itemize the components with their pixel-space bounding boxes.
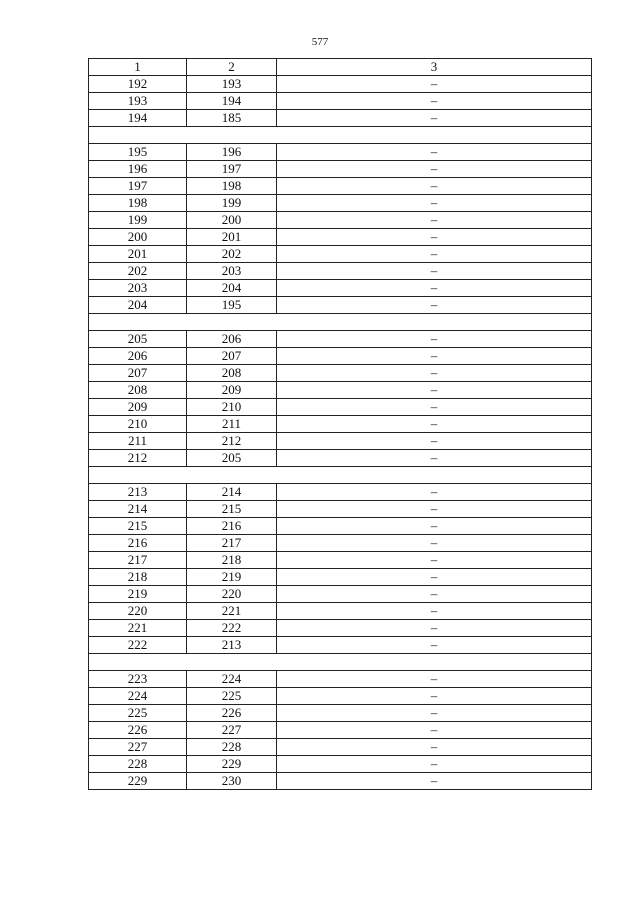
table-cell-col-2: 222: [187, 620, 277, 637]
table-row: [89, 637, 592, 654]
table-row: [89, 484, 592, 501]
table-cell-col-1: 208: [89, 382, 187, 399]
table-cell-col-2: 224: [187, 671, 277, 688]
table-row: [89, 144, 592, 161]
table-cell-col-1: 192: [89, 76, 187, 93]
table-cell-col-3: –: [277, 450, 592, 467]
table-cell-col-3: –: [277, 586, 592, 603]
table-row: [89, 229, 592, 246]
table-cell-col-2: 230: [187, 773, 277, 790]
table-cell-col-2: 196: [187, 144, 277, 161]
table-cell-col-1: 228: [89, 756, 187, 773]
table-cell-col-3: –: [277, 76, 592, 93]
table-cell-col-3: –: [277, 144, 592, 161]
table-row: [89, 433, 592, 450]
table-cell-col-2: 206: [187, 331, 277, 348]
table-cell-col-3: –: [277, 501, 592, 518]
table-cell-col-2: 214: [187, 484, 277, 501]
table-cell-col-1: 224: [89, 688, 187, 705]
table-cell-col-1: 222: [89, 637, 187, 654]
table-cell-col-2: 217: [187, 535, 277, 552]
group-separator-row: [89, 127, 592, 144]
table-cell-col-3: –: [277, 399, 592, 416]
table-cell-col-2: 199: [187, 195, 277, 212]
table-cell-col-3: –: [277, 161, 592, 178]
table-cell-col-2: 213: [187, 637, 277, 654]
table-row: [89, 382, 592, 399]
table-cell-col-3: –: [277, 773, 592, 790]
group-separator-cell: [89, 654, 592, 671]
table-row: [89, 620, 592, 637]
group-separator-row: [89, 654, 592, 671]
table-cell-col-3: –: [277, 603, 592, 620]
table-row: [89, 705, 592, 722]
table-row: [89, 569, 592, 586]
table-cell-col-3: –: [277, 178, 592, 195]
table-cell-col-1: 210: [89, 416, 187, 433]
table-cell-col-3: –: [277, 263, 592, 280]
table-cell-col-2: 204: [187, 280, 277, 297]
table-cell-col-1: 198: [89, 195, 187, 212]
table-cell-col-3: –: [277, 518, 592, 535]
table-cell-col-1: 195: [89, 144, 187, 161]
table-cell-col-3: –: [277, 433, 592, 450]
table-row: [89, 773, 592, 790]
table-cell-col-1: 199: [89, 212, 187, 229]
table-cell-col-3: –: [277, 365, 592, 382]
table-cell-col-2: 216: [187, 518, 277, 535]
table-cell-col-3: –: [277, 195, 592, 212]
header-row: [89, 59, 592, 76]
table-cell-col-2: 226: [187, 705, 277, 722]
table-cell-col-2: 207: [187, 348, 277, 365]
group-separator-cell: [89, 127, 592, 144]
table-row: [89, 671, 592, 688]
table-cell-col-1: 212: [89, 450, 187, 467]
table-cell-col-1: 204: [89, 297, 187, 314]
table-cell-col-1: 193: [89, 93, 187, 110]
page-number: 577: [311, 36, 329, 48]
table-row: [89, 161, 592, 178]
table-cell-col-2: 227: [187, 722, 277, 739]
table-cell-col-3: –: [277, 552, 592, 569]
table-cell-col-3: –: [277, 620, 592, 637]
table-row: [89, 518, 592, 535]
table-cell-col-2: 228: [187, 739, 277, 756]
table-cell-col-2: 229: [187, 756, 277, 773]
table-row: [89, 552, 592, 569]
table-row: [89, 297, 592, 314]
group-separator-cell: [89, 314, 592, 331]
table-cell-col-2: 198: [187, 178, 277, 195]
table-row: [89, 195, 592, 212]
table-row: [89, 756, 592, 773]
table-row: [89, 110, 592, 127]
table-cell-col-3: –: [277, 348, 592, 365]
table-cell-col-3: –: [277, 297, 592, 314]
table-cell-col-3: –: [277, 229, 592, 246]
table-cell-col-2: 211: [187, 416, 277, 433]
table-cell-col-2: 195: [187, 297, 277, 314]
table-cell-col-2: 200: [187, 212, 277, 229]
column-header-3: 3: [277, 59, 592, 76]
table-cell-col-1: 217: [89, 552, 187, 569]
table-cell-col-1: 213: [89, 484, 187, 501]
table-cell-col-3: –: [277, 569, 592, 586]
table-cell-col-3: –: [277, 93, 592, 110]
table-cell-col-1: 209: [89, 399, 187, 416]
table-cell-col-3: –: [277, 637, 592, 654]
column-header-2: 2: [187, 59, 277, 76]
table-cell-col-1: 200: [89, 229, 187, 246]
table-row: [89, 722, 592, 739]
table-cell-col-1: 201: [89, 246, 187, 263]
table-cell-col-1: 202: [89, 263, 187, 280]
table-cell-col-2: 185: [187, 110, 277, 127]
table-cell-col-2: 208: [187, 365, 277, 382]
table-row: [89, 93, 592, 110]
table-row: [89, 586, 592, 603]
table-cell-col-2: 218: [187, 552, 277, 569]
table-cell-col-3: –: [277, 331, 592, 348]
table-cell-col-1: 207: [89, 365, 187, 382]
table-body: [89, 76, 592, 790]
table-cell-col-3: –: [277, 705, 592, 722]
table-cell-col-1: 221: [89, 620, 187, 637]
table-row: [89, 280, 592, 297]
table-cell-col-2: 201: [187, 229, 277, 246]
table-cell-col-1: 203: [89, 280, 187, 297]
table-row: [89, 212, 592, 229]
table-cell-col-1: 226: [89, 722, 187, 739]
table-cell-col-1: 219: [89, 586, 187, 603]
table-cell-col-3: –: [277, 671, 592, 688]
table-row: [89, 178, 592, 195]
table-cell-col-2: 203: [187, 263, 277, 280]
table-row: [89, 331, 592, 348]
table-cell-col-3: –: [277, 535, 592, 552]
table-cell-col-1: 220: [89, 603, 187, 620]
table-cell-col-1: 218: [89, 569, 187, 586]
table-cell-col-2: 210: [187, 399, 277, 416]
table-cell-col-1: 215: [89, 518, 187, 535]
table-cell-col-2: 205: [187, 450, 277, 467]
table-cell-col-1: 216: [89, 535, 187, 552]
table-row: [89, 535, 592, 552]
table-cell-col-2: 193: [187, 76, 277, 93]
table-cell-col-1: 211: [89, 433, 187, 450]
table-cell-col-2: 220: [187, 586, 277, 603]
table-cell-col-1: 227: [89, 739, 187, 756]
table-cell-col-2: 194: [187, 93, 277, 110]
table-row: [89, 348, 592, 365]
table-cell-col-3: –: [277, 110, 592, 127]
table-cell-col-2: 221: [187, 603, 277, 620]
table-cell-col-2: 225: [187, 688, 277, 705]
table-cell-col-3: –: [277, 280, 592, 297]
table-row: [89, 399, 592, 416]
table-cell-col-1: 214: [89, 501, 187, 518]
table-cell-col-3: –: [277, 382, 592, 399]
table-cell-col-3: –: [277, 416, 592, 433]
table-cell-col-1: 197: [89, 178, 187, 195]
table-cell-col-2: 215: [187, 501, 277, 518]
group-separator-row: [89, 314, 592, 331]
table-cell-col-1: 229: [89, 773, 187, 790]
table-cell-col-3: –: [277, 212, 592, 229]
table-cell-col-1: 225: [89, 705, 187, 722]
group-separator-row: [89, 467, 592, 484]
table-row: [89, 450, 592, 467]
table-cell-col-1: 206: [89, 348, 187, 365]
table-row: [89, 416, 592, 433]
table-cell-col-3: –: [277, 756, 592, 773]
table-row: [89, 603, 592, 620]
data-table: [88, 58, 592, 790]
table-cell-col-2: 209: [187, 382, 277, 399]
table-cell-col-3: –: [277, 246, 592, 263]
table-cell-col-1: 196: [89, 161, 187, 178]
table-cell-col-1: 223: [89, 671, 187, 688]
group-separator-cell: [89, 467, 592, 484]
table-row: [89, 246, 592, 263]
table-cell-col-3: –: [277, 722, 592, 739]
table-cell-col-3: –: [277, 739, 592, 756]
table-row: [89, 76, 592, 93]
table-cell-col-2: 212: [187, 433, 277, 450]
table-cell-col-2: 197: [187, 161, 277, 178]
table-row: [89, 263, 592, 280]
column-header-1: 1: [89, 59, 187, 76]
table-row: [89, 688, 592, 705]
table-row: [89, 501, 592, 518]
table-cell-col-2: 202: [187, 246, 277, 263]
table-cell-col-3: –: [277, 484, 592, 501]
table-cell-col-1: 205: [89, 331, 187, 348]
table-cell-col-1: 194: [89, 110, 187, 127]
table-cell-col-3: –: [277, 688, 592, 705]
table-row: [89, 739, 592, 756]
table-cell-col-2: 219: [187, 569, 277, 586]
table-row: [89, 365, 592, 382]
